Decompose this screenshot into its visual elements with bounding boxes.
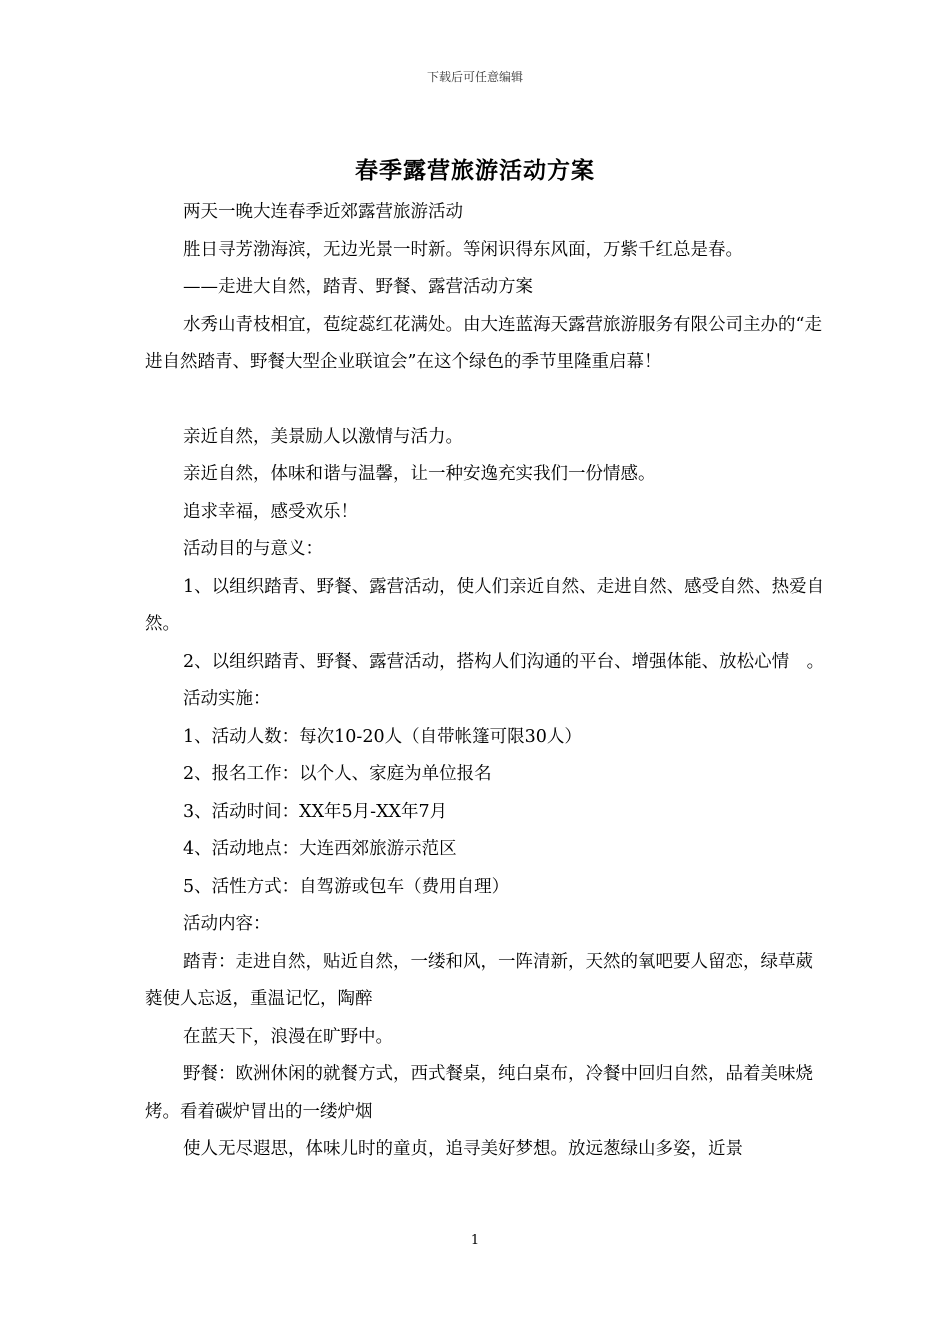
document-title: 春季露营旅游活动方案 bbox=[355, 157, 595, 184]
paragraph-theme: ——走进大自然，踏青、野餐、露营活动方案 bbox=[183, 277, 533, 297]
document-body bbox=[145, 194, 825, 1169]
section-heading-content: 活动内容： bbox=[183, 914, 271, 934]
paragraph-nature-1: 亲近自然，美景励人以激情与活力。 bbox=[183, 426, 463, 447]
paragraph-happiness: 追求幸福，感受欢乐！ bbox=[183, 501, 358, 522]
list-item-time: 3、活动时间：XX年5月-XX年7月 bbox=[183, 801, 448, 822]
paragraph-poem: 胜日寻芳渤海滨，无边光景一时新。等闲识得东风面，万紫千红总是春。 bbox=[183, 239, 743, 260]
paragraph-intro: 水秀山青枝相宜，苞绽蕊红花满处。由大连蓝海天露营旅游服务有限公司主办的“走进自然踏青、野餐大型企业联谊会”在这个绿色的季节里隆重启幕！ bbox=[145, 314, 822, 372]
paragraph-picnic-continued: 使人无尽遐思，体味儿时的童贞，追寻美好梦想。放远葱绿山多姿，近景 bbox=[183, 1139, 743, 1159]
list-item-location: 4、活动地点：大连西郊旅游示范区 bbox=[183, 839, 457, 859]
list-item-registration: 2、报名工作：以个人、家庭为单位报名 bbox=[183, 764, 492, 784]
list-item-participants: 1、活动人数：每次10-20人（自带帐篷可限30人） bbox=[183, 726, 582, 747]
list-item-purpose-2: 2、以组织踏青、野餐、露营活动，搭构人们沟通的平台、增强体能、放松心情 。 bbox=[183, 651, 825, 672]
section-heading-purpose: 活动目的与意义： bbox=[183, 539, 323, 559]
list-item-purpose-1: 1、以组织踏青、野餐、露营活动，使人们亲近自然、走进自然、感受自然、热爱自然。 bbox=[145, 576, 825, 634]
paragraph-subtitle: 两天一晚大连春季近郊露营旅游活动 bbox=[183, 202, 463, 222]
blank-line bbox=[145, 382, 825, 419]
paragraph-outing-continued: 在蓝天下，浪漫在旷野中。 bbox=[183, 1026, 393, 1047]
page-number: 1 bbox=[470, 1233, 480, 1248]
section-heading-implementation: 活动实施： bbox=[183, 689, 271, 709]
paragraph-nature-2: 亲近自然，体味和谐与温馨，让一种安逸充实我们一份情感。 bbox=[183, 464, 656, 484]
paragraph-outing: 踏青：走进自然，贴近自然，一缕和风，一阵清新，天然的氧吧要人留恋，绿草葳蕤使人忘返，重温记忆，陶醉 bbox=[145, 951, 813, 1009]
paragraph-picnic: 野餐：欧洲休闲的就餐方式，西式餐桌，纯白桌布，冷餐中回归自然，品着美味烧烤。看着碳炉冒出的一缕炉烟 bbox=[145, 1064, 813, 1122]
list-item-method: 5、活性方式：自驾游或包车（费用自理） bbox=[183, 876, 510, 897]
header-note: 下载后可任意编辑 bbox=[426, 70, 523, 84]
